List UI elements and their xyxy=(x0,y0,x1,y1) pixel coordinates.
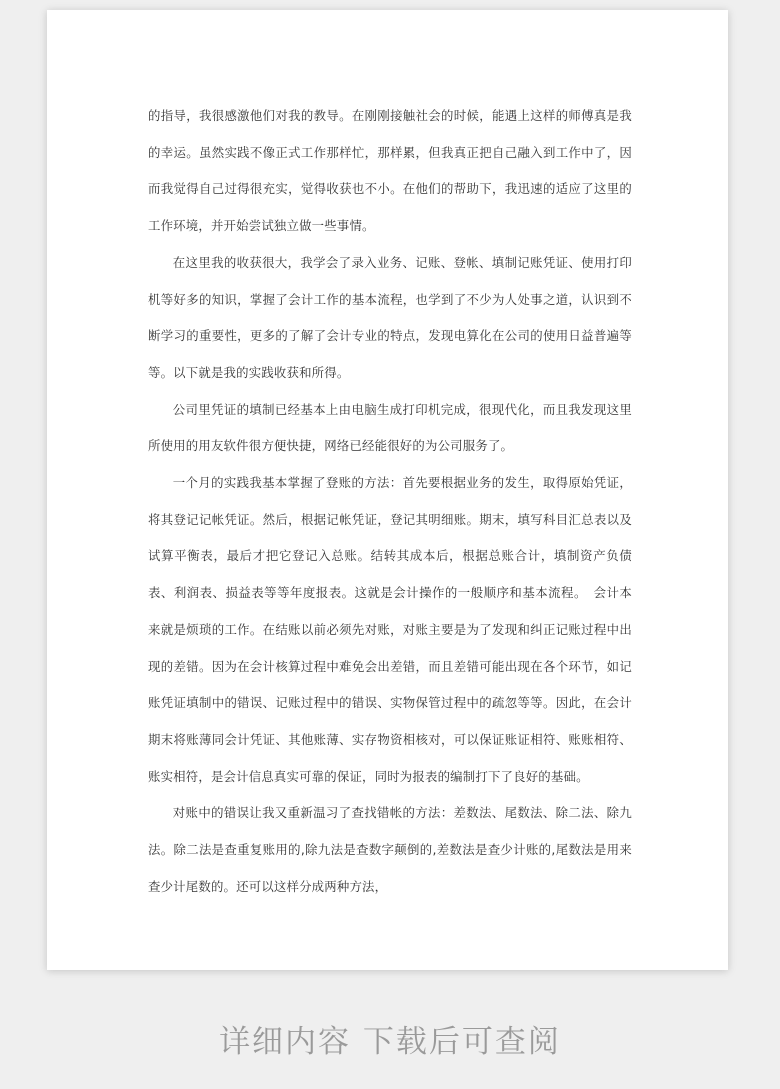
download-prompt: 详细内容 下载后可查阅 xyxy=(219,1024,561,1060)
document-body xyxy=(148,98,632,905)
document-page xyxy=(47,10,728,970)
paragraph-5: 对账中的错误让我又重新温习了查找错帐的方法：差数法、尾数法、除二法、除九法。除二法是查重复账用的,除九法是查数字颠倒的,差数法是查少计账的,尾数法是用来查少计尾数的。还可以这样分成两种方法， xyxy=(148,805,632,894)
paragraph-3: 公司里凭证的填制已经基本上由电脑生成打印机完成，很现代化，而且我发现这里所使用的用友软件很方便快捷，网络已经能很好的为公司服务了。 xyxy=(148,401,632,454)
paragraph-2: 在这里我的收获很大，我学会了录入业务、记账、登帐、填制记账凭证、使用打印机等好多的知识，掌握了会计工作的基本流程，也学到了不少为人处事之道，认识到不断学习的重要性，更多的了解了会计专业的特点，发现电算化在公司的使用日益普遍等等。以下就是我的实践收获和所得。 xyxy=(148,254,632,380)
paragraph-1: 的指导，我很感激他们对我的教导。在刚刚接触社会的时候，能遇上这样的师傅真是我的幸运。虽然实践不像正式工作那样忙，那样累，但我真正把自己融入到工作中了，因而我觉得自己过得很充实，觉得收获也不小。在他们的帮助下，我迅速的适应了这里的工作环境，并开始尝试独立做一些事情。 xyxy=(148,108,632,234)
paragraph-4: 一个月的实践我基本掌握了登账的方法：首先要根据业务的发生，取得原始凭证，将其登记记帐凭证。然后，根据记帐凭证，登记其明细账。期末，填写科目汇总表以及试算平衡表，最后才把它登记入总账。结转其成本后，根据总账合计，填制资产负债表、利润表、损益表等等年度报表。这就是会计操作的一般顺序和基本流程。 会计本来就是烦琐的工作。在结账以前必须先对账，对账主要是为了发现和纠正记账过程中出现的差错。因为在会计核算过程中难免会出差错，而且差错可能出现在各个环节，如记账凭证填制中的错误、记账过程中的错误、实物保管过程中的疏忽等等。因此，在会计期末将账薄同会计凭证、其他账薄、实存物资相核对，可以保证账证相符、账账相符、账实相符，是会计信息真实可靠的保证，同时为报表的编制打下了良好的基础。 xyxy=(148,475,632,784)
